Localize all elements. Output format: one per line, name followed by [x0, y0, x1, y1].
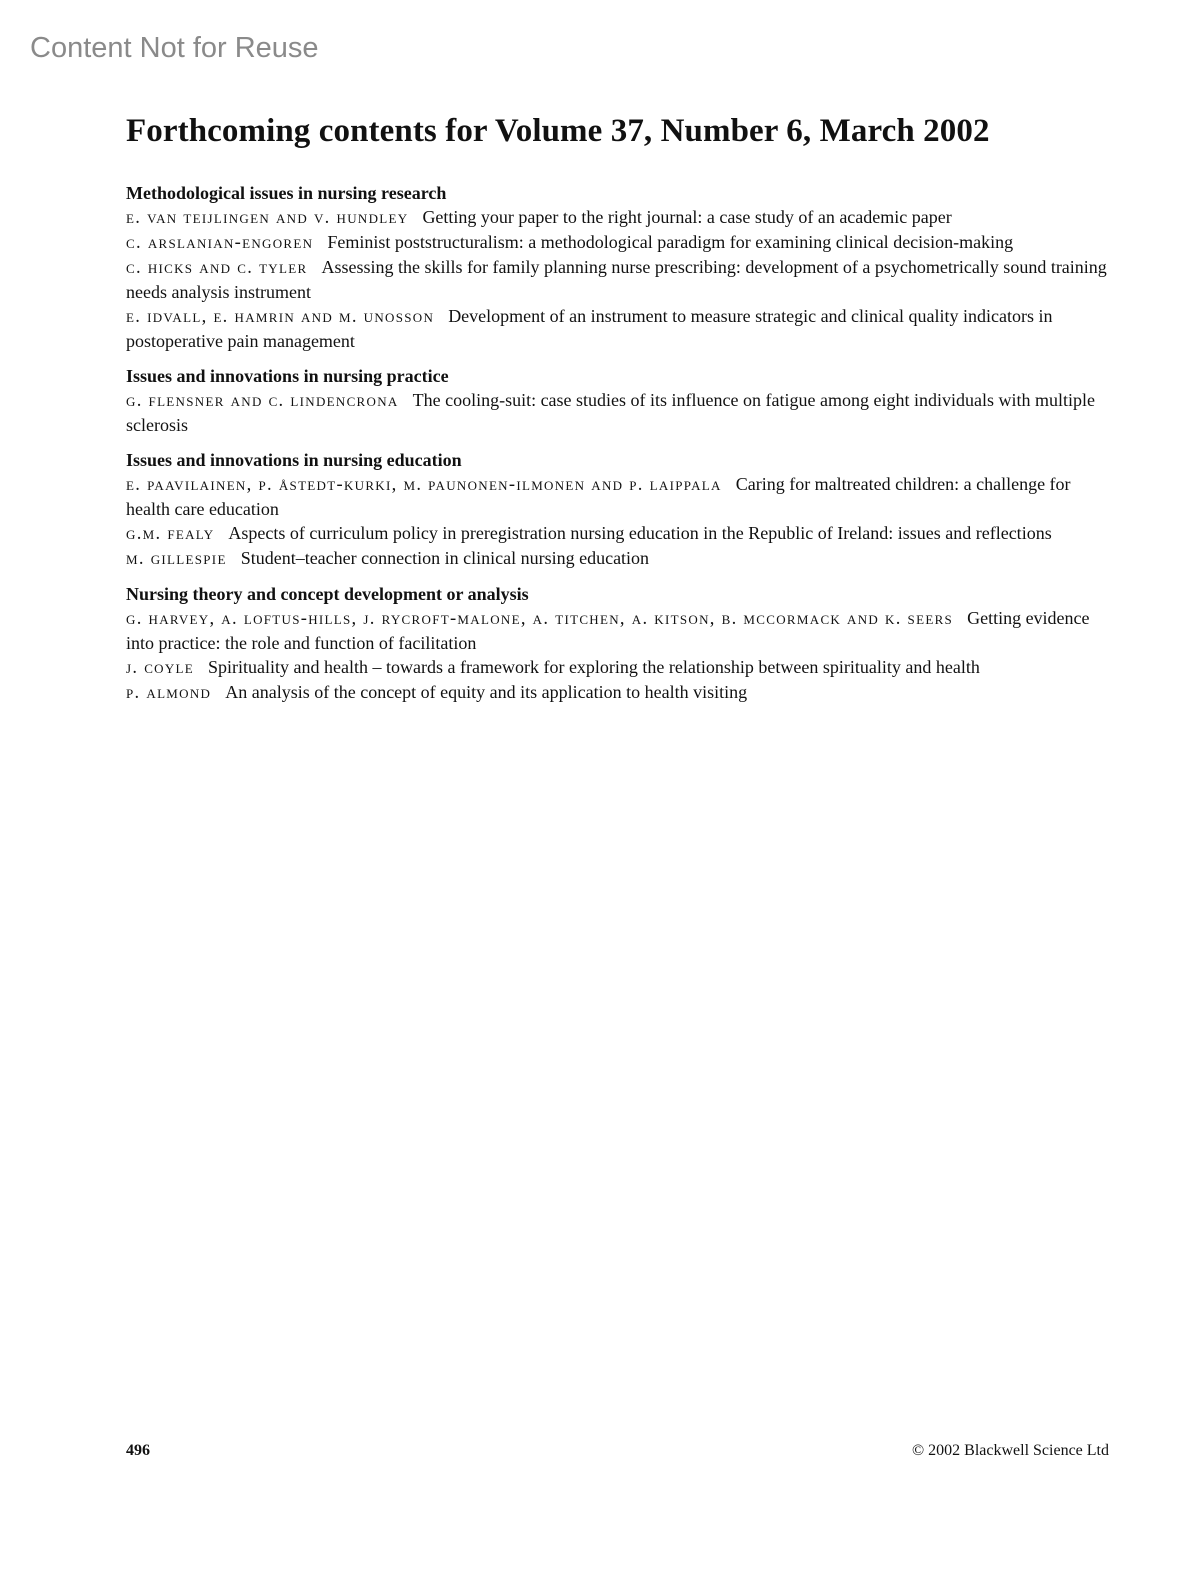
article-authors: j. coyle: [126, 658, 195, 678]
article-title: Assessing the skills for family planning nurse prescribing: development of a psychometrically sound training needs analysis instrument: [126, 257, 1107, 302]
contents-list: [126, 181, 1116, 716]
section-nursing-education: [126, 448, 1116, 571]
article-entry: [126, 388, 1116, 437]
article-title: Development of an instrument to measure strategic and clinical quality indicators in postoperative pain management: [126, 306, 1053, 351]
page-title: Forthcoming contents for Volume 37, Number 6, March 2002: [126, 113, 990, 149]
article-authors: g.m. fealy: [126, 524, 215, 544]
article-authors: p. almond: [126, 683, 212, 703]
page-number: 496: [126, 1442, 150, 1459]
section-methodological-issues: [126, 181, 1116, 353]
article-authors: c. hicks and c. tyler: [126, 258, 308, 278]
article-authors: e. idvall, e. hamrin and m. unosson: [126, 307, 435, 327]
article-entry: [126, 546, 1116, 571]
article-title: Aspects of curriculum policy in preregistration nursing education in the Republic of Ireland: issues and reflections: [228, 523, 1052, 543]
section-nursing-practice: [126, 364, 1116, 437]
article-entry: [126, 521, 1116, 546]
article-entry: [126, 230, 1116, 255]
copyright-notice: © 2002 Blackwell Science Ltd: [912, 1442, 1109, 1459]
article-title: The cooling-suit: case studies of its influence on fatigue among eight individuals with multiple sclerosis: [126, 390, 1095, 435]
section-heading: Nursing theory and concept development or analysis: [126, 584, 529, 604]
article-title: Spirituality and health – towards a framework for exploring the relationship between spirituality and health: [208, 657, 980, 677]
article-entry: [126, 205, 1116, 230]
article-title: Feminist poststructuralism: a methodological paradigm for examining clinical decision-making: [327, 232, 1014, 252]
section-theory-concept: [126, 582, 1116, 705]
section-heading: Methodological issues in nursing research: [126, 183, 447, 203]
article-entry: [126, 680, 1116, 705]
article-entry: [126, 304, 1116, 353]
article-title: Getting your paper to the right journal: a case study of an academic paper: [422, 207, 952, 227]
article-entry: [126, 255, 1116, 304]
article-authors: e. paavilainen, p. åstedt-kurki, m. paunonen-ilmonen and p. laippala: [126, 475, 722, 495]
section-heading: Issues and innovations in nursing education: [126, 450, 462, 470]
article-title: Caring for maltreated children: a challenge for health care education: [126, 474, 1071, 519]
article-title: An analysis of the concept of equity and its application to health visiting: [225, 682, 748, 702]
article-authors: m. gillespie: [126, 549, 227, 569]
section-heading: Issues and innovations in nursing practice: [126, 366, 449, 386]
article-entry: [126, 655, 1116, 680]
watermark-text: Content Not for Reuse: [30, 32, 319, 64]
article-authors: g. flensner and c. lindencrona: [126, 391, 399, 411]
article-title: Student–teacher connection in clinical nursing education: [240, 548, 650, 568]
article-entry: [126, 472, 1116, 521]
article-authors: g. harvey, a. loftus-hills, j. rycroft-malone, a. titchen, a. kitson, b. mccormack and k. seers: [126, 609, 954, 629]
article-entry: [126, 606, 1116, 655]
article-authors: e. van teijlingen and v. hundley: [126, 208, 409, 228]
article-title: Getting evidence into practice: the role and function of facilitation: [126, 608, 1090, 653]
article-authors: c. arslanian-engoren: [126, 233, 314, 253]
